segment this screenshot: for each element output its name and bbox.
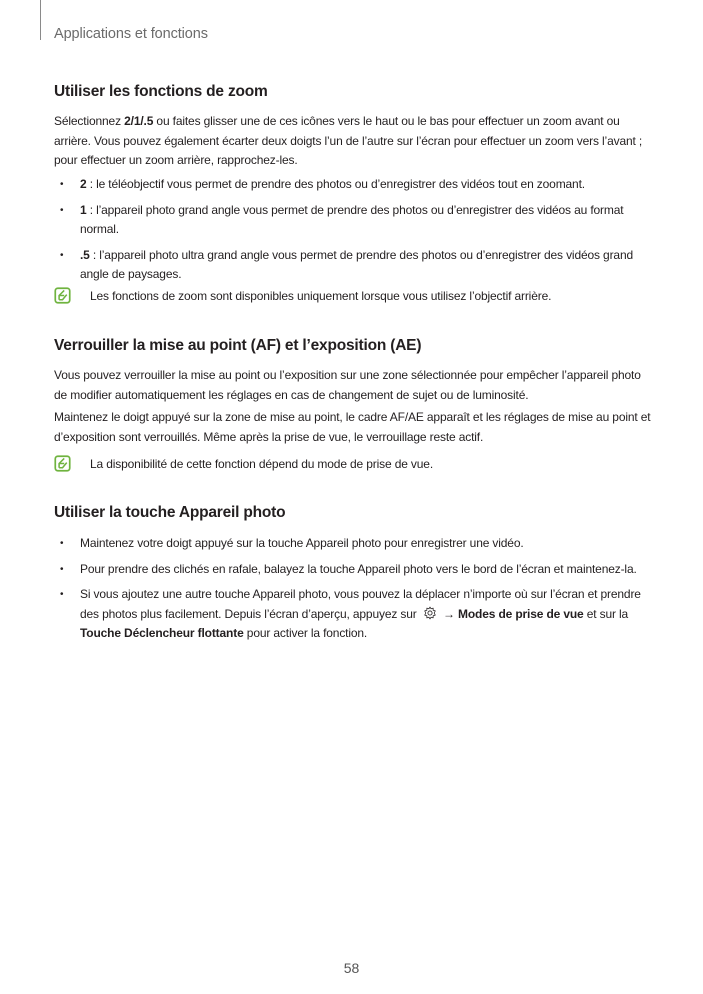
list-item xyxy=(54,246,654,285)
zoom-level: .5 xyxy=(80,247,90,262)
list-item xyxy=(54,534,654,554)
bullet: • xyxy=(60,589,64,600)
bullet: • xyxy=(60,538,64,549)
note-icon xyxy=(54,287,71,304)
text: Si vous ajoutez une autre touche Appareil photo, vous pouvez la déplacer n’importe où sur l’écran et prendre des photos plus facilement. Depuis l’écran d’aperçu, appuyez sur xyxy=(80,587,641,621)
setting-name: Touche Déclencheur flottante xyxy=(80,626,244,640)
note-icon xyxy=(54,455,71,472)
camera-button-bullets xyxy=(54,534,654,650)
text: Sélectionnez xyxy=(54,114,125,128)
section-title-camera-button: Utiliser la touche Appareil photo xyxy=(54,504,286,521)
af-ae-paragraph-1: Vous pouvez verrouiller la mise au point ou l’exposition sur une zone sélectionnée pour empêcher l’appareil photo de modifier automatiquement les réglages en cas de changement de sujet ou de luminosité. xyxy=(54,368,641,402)
zoom-intro xyxy=(54,112,654,171)
list-item xyxy=(54,175,654,195)
menu-path: Modes de prise de vue xyxy=(458,606,584,621)
gear-icon xyxy=(423,606,437,620)
note-text: Les fonctions de zoom sont disponibles uniquement lorsque vous utilisez l’objectif arrière. xyxy=(90,288,552,303)
text: Pour prendre des clichés en rafale, balayez la touche Appareil photo vers le bord de l’écran et maintenez-la. xyxy=(80,561,637,576)
zoom-level: 2 xyxy=(80,177,87,191)
header-rule xyxy=(40,0,41,40)
chapter-header: Applications et fonctions xyxy=(54,26,208,42)
zoom-bullets xyxy=(54,175,654,291)
text: : l’appareil photo ultra grand angle vous permet de prendre des photos ou d’enregistrer des vidéos grand angle de paysages. xyxy=(80,247,633,281)
zoom-values: 2/1/.5 xyxy=(124,114,154,128)
bullet: • xyxy=(60,249,64,261)
section-title-zoom: Utiliser les fonctions de zoom xyxy=(54,83,268,100)
bullet: • xyxy=(60,563,64,575)
note-text: La disponibilité de cette fonction dépend du mode de prise de vue. xyxy=(90,456,434,471)
text: et sur la xyxy=(583,606,629,621)
text: Maintenez votre doigt appuyé sur la touche Appareil photo pour enregistrer une vidéo. xyxy=(80,536,524,550)
note-af-ae xyxy=(54,455,433,472)
list-item xyxy=(54,201,654,240)
bullet: • xyxy=(60,204,64,216)
list-item xyxy=(54,560,654,580)
text: : l’appareil photo grand angle vous permet de prendre des photos ou d’enregistrer des vidéos au format normal. xyxy=(80,202,624,236)
af-ae-paragraph-2: Maintenez le doigt appuyé sur la zone de mise au point, le cadre AF/AE apparaît et les réglages de mise au point et d’exposition sont verrouillés. Même après la prise de vue, le verrouillage reste actif. xyxy=(54,410,651,444)
section-title-af-ae: Verrouiller la mise au point (AF) et l’exposition (AE) xyxy=(54,337,422,354)
list-item xyxy=(54,585,654,644)
text: pour activer la fonction. xyxy=(243,626,368,640)
arrow: → xyxy=(439,606,458,621)
text: ou faites glisser une de ces icônes vers le haut ou le bas pour effectuer un zoom avant ou arrière. Vous pouvez également écarter deux doigts l’un de l’autre sur l’écran pour effectuer un zoom vers l’avant ; pour effectuer un zoom arrière, rapprochez-les. xyxy=(54,114,643,167)
page-number: 58 xyxy=(343,960,360,976)
zoom-level: 1 xyxy=(80,202,87,217)
note-zoom xyxy=(54,287,551,304)
bullet: • xyxy=(60,179,64,190)
text: : le téléobjectif vous permet de prendre des photos ou d’enregistrer des vidéos tout en zoomant. xyxy=(86,177,585,191)
